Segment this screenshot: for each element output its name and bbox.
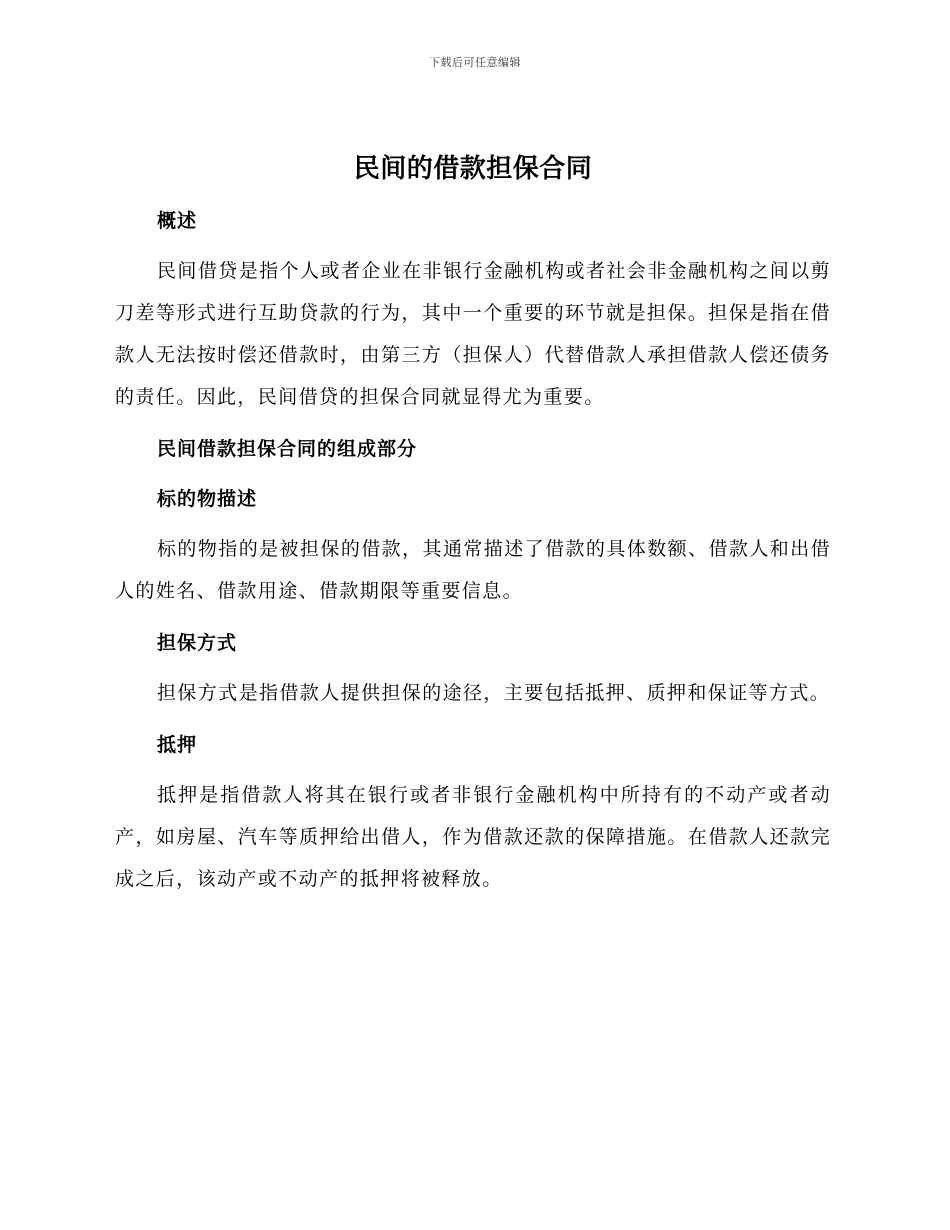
section-heading-guarantee-method: 担保方式 (157, 632, 238, 654)
paragraph-subject-matter: 标的物指的是被担保的借款，其通常描述了借款的具体数额、借款人和出借人的姓名、借款用途、借款期限等重要信息。 (115, 538, 831, 602)
section-heading-components: 民间借款担保合同的组成部分 (157, 438, 418, 460)
document-body (115, 146, 831, 910)
document-title: 民间的借款担保合同 (353, 154, 593, 184)
section-heading-subject-matter: 标的物描述 (157, 488, 258, 510)
section-heading-overview: 概述 (157, 210, 198, 232)
page-header-note: 下载后可任意编辑 (429, 56, 521, 69)
paragraph-mortgage: 抵押是指借款人将其在银行或者非银行金融机构中所持有的不动产或者动产，如房屋、汽车等质押给出借人，作为借款还款的保障措施。在借款人还款完成之后，该动产或不动产的抵押将被释放。 (115, 784, 831, 890)
section-heading-mortgage: 抵押 (157, 734, 198, 756)
paragraph-overview: 民间借贷是指个人或者企业在非银行金融机构或者社会非金融机构之间以剪刀差等形式进行互助贷款的行为，其中一个重要的环节就是担保。担保是指在借款人无法按时偿还借款时，由第三方（担保人）代替借款人承担借款人偿还债务的责任。因此，民间借贷的担保合同就显得尤为重要。 (115, 260, 831, 408)
paragraph-guarantee-method: 担保方式是指借款人提供担保的途径，主要包括抵押、质押和保证等方式。 (157, 682, 831, 704)
